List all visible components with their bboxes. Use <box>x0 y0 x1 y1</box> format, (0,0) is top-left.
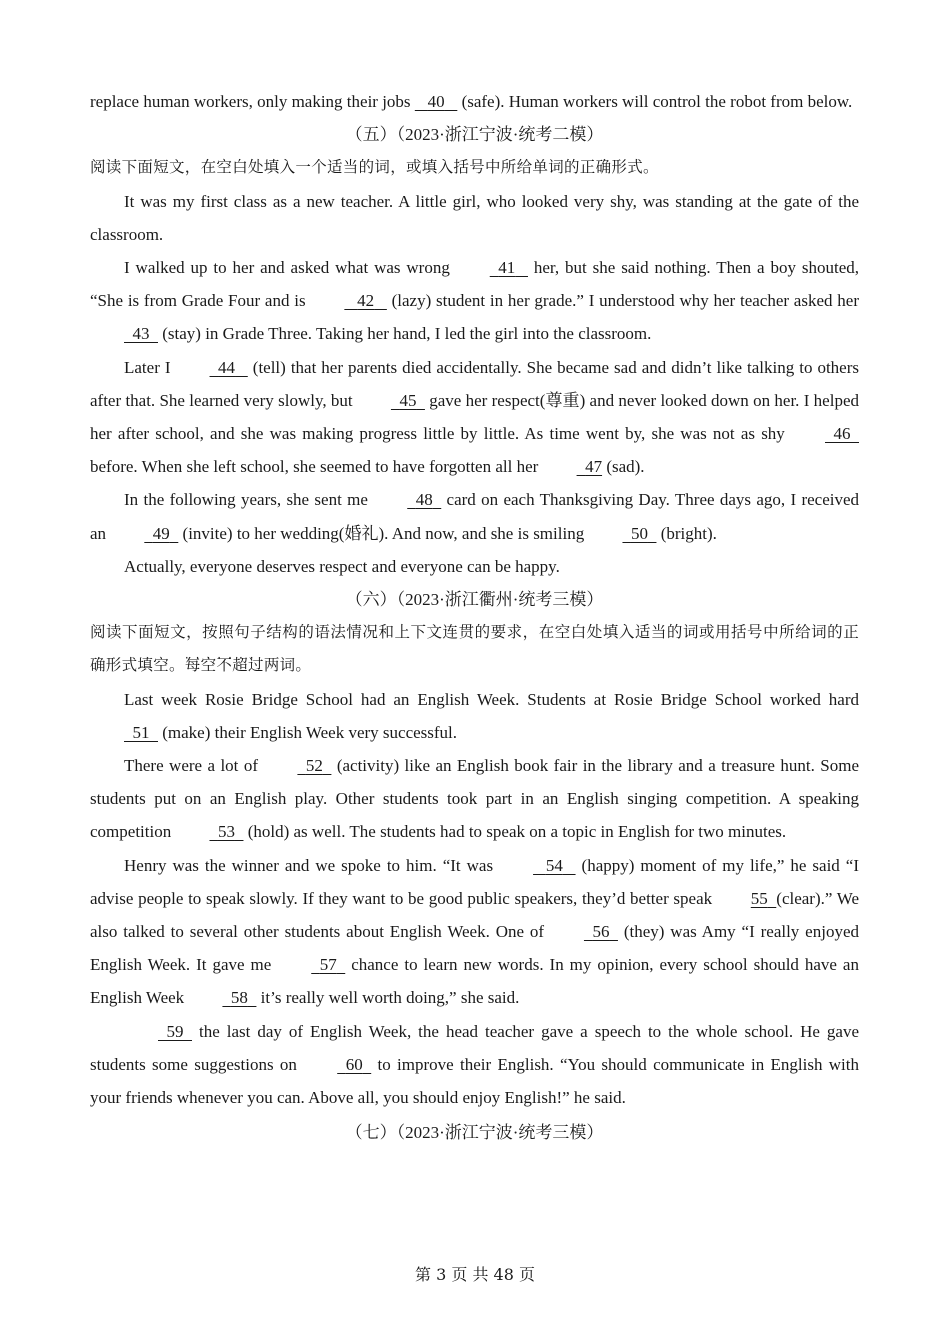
blank-52[interactable]: 52 <box>305 756 323 776</box>
paragraph: In the following years, she sent me 48 card on each Thanksgiving Day. Three days ago, I received an 49 (invite) to her wedding(婚礼). And now, and she is smiling 50 (bright). <box>90 483 859 549</box>
blank-40[interactable]: 40 <box>427 92 445 111</box>
paragraph: 59 the last day of English Week, the head teacher gave a speech to the whole school. He gave students some suggestions on 60 to improve their English. “You should communicate in English with your friends whenever you can. Above all, you should enjoy English!” he said. <box>90 1015 859 1115</box>
blank-53[interactable]: 53 <box>217 822 235 842</box>
blank-45[interactable]: 45 <box>399 390 417 410</box>
page-footer: 第 3 页 共 48 页 <box>415 1265 535 1284</box>
emphasis-dotted-text: · · · 每空不超过两词 <box>185 656 296 674</box>
paragraph: There were a lot of 52 (activity) like an English book fair in the library and a treasure hunt. Some students put on an English play. Other students took part in an English singing competition. A speaking competition 53 (hold) as well. The students had to speak on a topic in English for two minutes. <box>90 749 859 849</box>
paragraph: Later I 44 (tell) that her parents died accidentally. She became sad and didn’t like talking to others after that. She learned very slowly, but 45 gave her respect(尊重) and never looked down on her. I helped her after school, and she was making progress little by little. As time went by, she was not as shy 46 before. When she left school, she seemed to have forgotten all her 47 (sad). <box>90 351 859 484</box>
instructions: 阅读下面短文，按照句子结构的语法情况和上下文连贯的要求，在空白处填入适当的词或用括号中所给词的正确形式填空。· · · 每空不超过两词。 <box>90 616 859 682</box>
blank-59[interactable]: 59 <box>166 1021 184 1041</box>
section-heading: （六）（2023·浙江衢州·统考三模） <box>345 590 604 610</box>
blank-44[interactable]: 44 <box>218 357 236 377</box>
paragraph: I walked up to her and asked what was wrong 41 her, but she said nothing. Then a boy shouted, “She is from Grade Four and is 42 (lazy) student in her grade.” I understood why her teacher asked her 43 (stay) in Grade Three. Taking her hand, I led the girl into the classroom. <box>90 251 859 351</box>
blank-57[interactable]: 57 <box>319 955 337 975</box>
blank-60[interactable]: 60 <box>345 1054 363 1074</box>
paragraph: It was my first class as a new teacher. A little girl, who looked very shy, was standing at the gate of the classroom. <box>90 191 859 244</box>
section-heading: （五）（2023·浙江宁波·统考二模） <box>345 125 604 145</box>
blank-58[interactable]: 58 <box>230 988 248 1008</box>
blank-48[interactable]: 48 <box>415 490 433 510</box>
blank-49[interactable]: 49 <box>152 523 170 543</box>
blank-54[interactable]: 54 <box>545 855 563 875</box>
paragraph: Henry was the winner and we spoke to him. “It was 54 (happy) moment of my life,” he said “I advise people to speak slowly. If they want to be good public speakers, they’d better speak 55 (clear).” We also talked to several other students about English Week. One of 56 (they) was Amy “I really enjoyed English Week. It gave me 57 chance to learn new words. In my opinion, every school should have an English Week 58 it’s really well worth doing,” she said. <box>90 849 859 1015</box>
section-heading: （七）（2023·浙江宁波·统考三模） <box>345 1123 604 1143</box>
paragraph: Last week Rosie Bridge School had an English Week. Students at Rosie Bridge School worked hard 51 (make) their English Week very successful. <box>90 683 859 749</box>
paragraph: Actually, everyone deserves respect and everyone can be happy. <box>124 556 560 576</box>
blank-55[interactable]: 55 <box>750 888 768 908</box>
blank-56[interactable]: 56 <box>592 922 610 942</box>
blank-50[interactable]: 50 <box>630 523 648 543</box>
blank-46[interactable]: 46 <box>833 424 851 444</box>
instructions: 阅读下面短文，在空白处填入一个适当的词，或填入括号中所给单词的正确形式。 <box>90 158 659 177</box>
blank-47[interactable]: 47 <box>585 457 603 477</box>
blank-43[interactable]: 43 <box>132 324 150 344</box>
document-page <box>90 85 859 1150</box>
blank-41[interactable]: 41 <box>498 258 516 278</box>
paragraph: replace human workers, only making their jobs 40 (safe). Human workers will control the robot from below. <box>90 85 859 118</box>
blank-42[interactable]: 42 <box>357 291 375 311</box>
blank-51[interactable]: 51 <box>132 722 150 742</box>
